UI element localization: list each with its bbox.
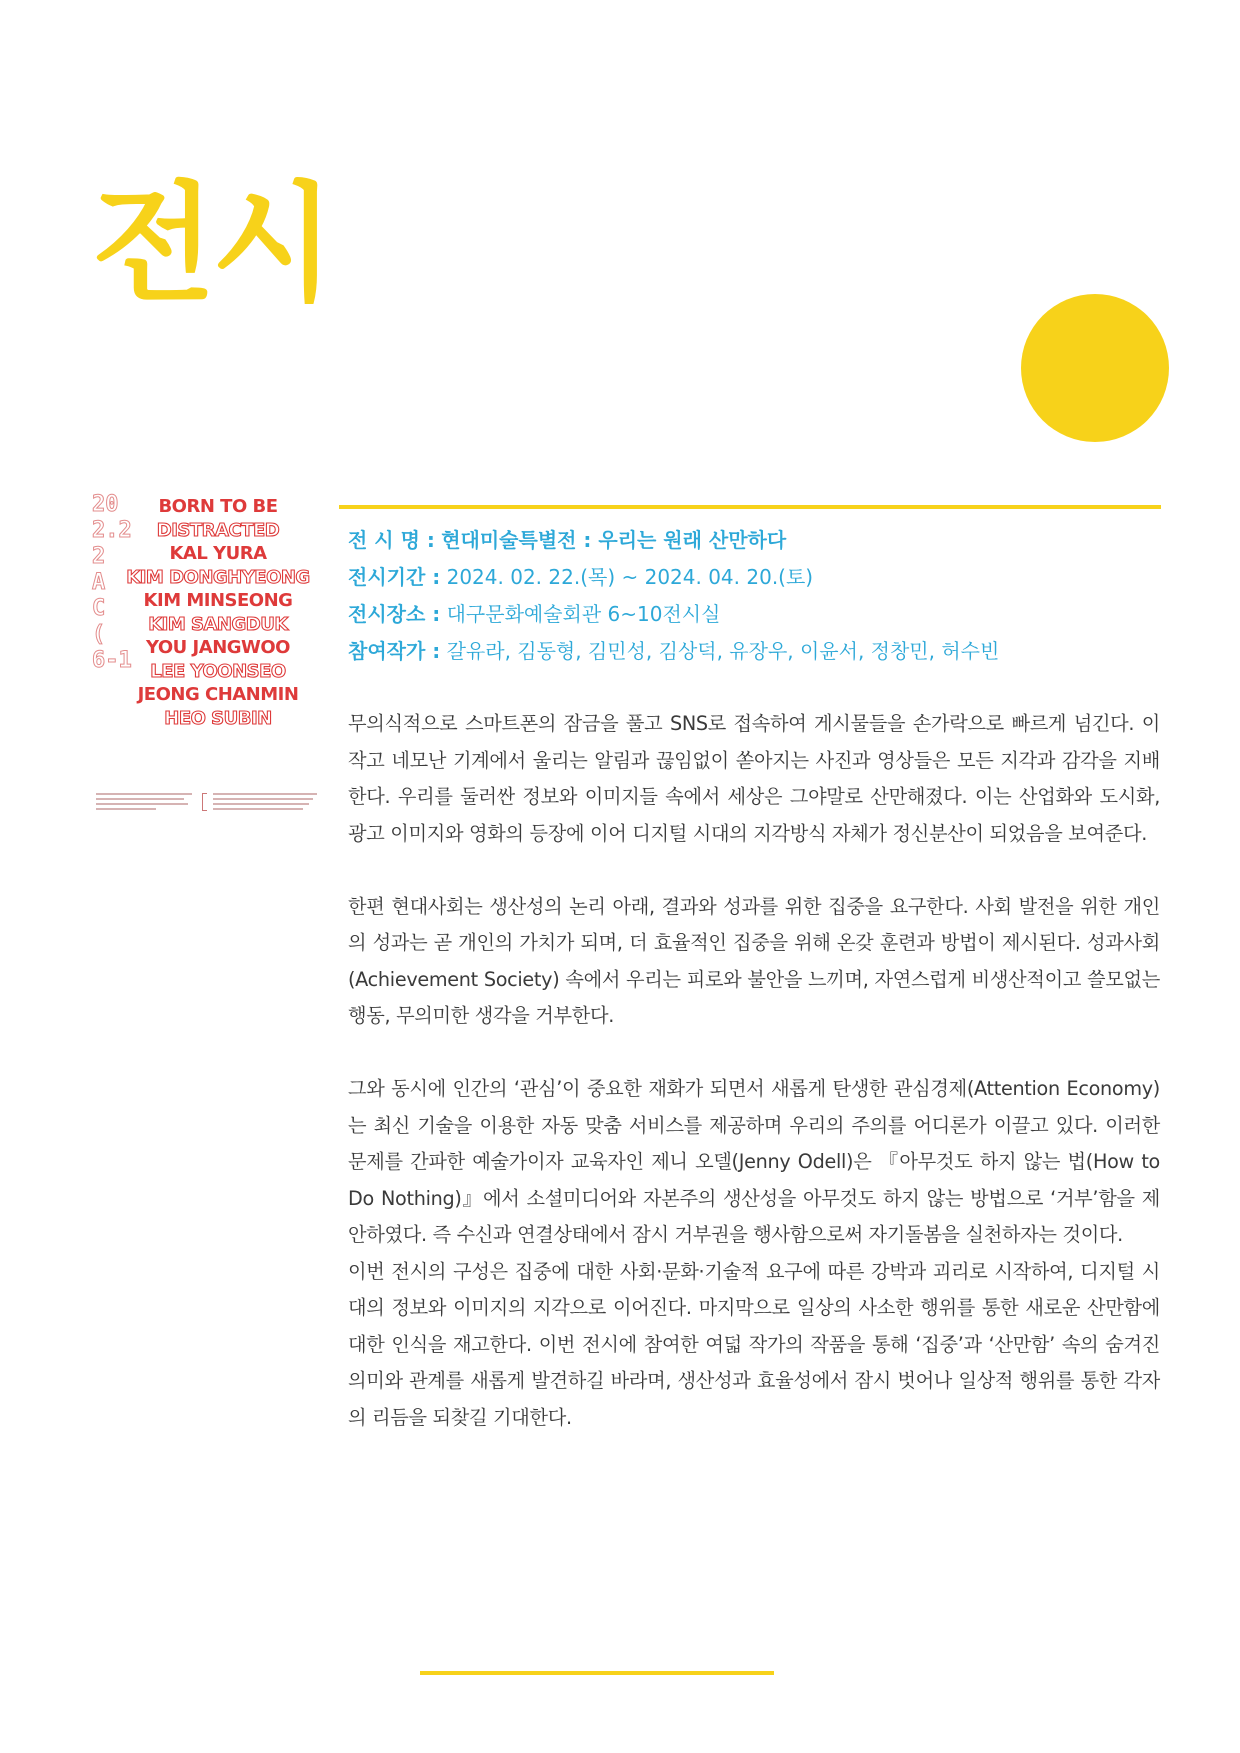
poster-year-glyph: 2.2 xyxy=(92,518,132,543)
poster-name-line: DISTRACTED xyxy=(156,519,280,541)
info-row-artists xyxy=(348,633,1168,670)
poster-names xyxy=(112,495,324,730)
poster-name-line: KIM SANGDUK xyxy=(148,613,288,635)
poster-year-glyph: C xyxy=(92,596,106,621)
info-value-period: 2024. 02. 22.(목) ~ 2024. 04. 20.(토) xyxy=(446,565,814,589)
poster-name-line: YOU JANGWOO xyxy=(145,637,290,658)
exhibition-description xyxy=(348,706,1160,1436)
body-paragraph: 한편 현대사회는 생산성의 논리 아래, 결과와 성과를 위한 집중을 요구한다. 사회 발전을 위한 개인의 성과는 곧 개인의 가치가 되며, 더 효율적인 집중을 위해 온갖 훈련과 방법이 제시된다. 성과사회(Achievement Society) 속에서 우리는 피로와 불안을 느끼며, 자연스럽게 비생산적이고 쓸모없는 행동, 무의미한 생각을 거부한다. xyxy=(348,894,1160,1027)
info-label-venue: 전시장소 : xyxy=(348,602,441,626)
info-label-title: 전 시 명 : xyxy=(348,528,435,552)
decorative-yellow-circle xyxy=(1021,294,1169,442)
poster-name-line: LEE YOONSEO xyxy=(150,660,286,682)
poster-year-glyph: 20 xyxy=(92,492,119,517)
body-paragraph: 이번 전시의 구성은 집중에 대한 사회·문화·기술적 요구에 따른 강박과 괴리로 시작하여, 디지털 시대의 정보와 이미지의 지각으로 이어진다. 마지막으로 일상의 사소한 행위를 통한 새로운 산만함에 대한 인식을 재고한다. 이번 전시에 참여한 여덟 작가의 작품을 통해 ‘집중’과 ‘산만함’ 속의 숨겨진 의미와 관계를 새롭게 발견하길 바라며, 생산성과 효율성에서 잠시 벗어나 일상적 행위를 통한 각자의 리듬을 되찾길 기대한다. xyxy=(348,1259,1160,1429)
poster-name-line: KAL YURA xyxy=(169,543,267,564)
poster-year-glyph: 6-1 xyxy=(92,648,132,673)
poster-year-glyph: 2 xyxy=(92,544,106,569)
poster-caption-bracket xyxy=(202,793,207,811)
poster-year-glyph: A xyxy=(92,570,106,595)
exhibition-poster xyxy=(92,492,324,729)
poster-name-line: BORN TO BE xyxy=(158,496,278,517)
info-value-title: 현대미술특별전 : 우리는 원래 산만하다 xyxy=(441,528,787,552)
info-label-artists: 참여작가 : xyxy=(348,639,441,663)
info-value-venue: 대구문화예술회관 6~10전시실 xyxy=(446,602,721,626)
info-label-period: 전시기간 : xyxy=(348,565,441,589)
poster-year-glyph: ( xyxy=(92,622,106,647)
info-row-title xyxy=(348,522,1168,559)
body-paragraph: 그와 동시에 인간의 ‘관심’이 중요한 재화가 되면서 새롭게 탄생한 관심경제(Attention Economy)는 최신 기술을 이용한 자동 맞춤 서비스를 제공하며 우리의 주의를 어디론가 이끌고 있다. 이러한 문제를 간파한 예술가이자 교육자인 제니 오델(Jenny Odell)은 『아무것도 하지 않는 법(How to Do Nothing)』에서 소셜미디어와 자본주의 생산성을 아무것도 하지 않는 방법으로 ‘거부’함을 제안하였다. 즉 수신과 연결상태에서 잠시 거부권을 행사함으로써 자기돌봄을 실천하자는 것이다. xyxy=(348,1077,1160,1246)
bottom-divider xyxy=(420,1671,774,1675)
page-title: 전시 xyxy=(92,170,332,319)
poster-name-line: KIM DONGHYEONG xyxy=(126,566,310,588)
poster-name-line: HEO SUBIN xyxy=(164,707,272,729)
exhibition-info xyxy=(348,522,1168,670)
poster-name-line: KIM MINSEONG xyxy=(143,590,293,611)
poster-caption-lines xyxy=(96,793,324,827)
info-value-artists: 갈유라, 김동형, 김민성, 김상덕, 유장우, 이윤서, 정창민, 허수빈 xyxy=(446,639,1000,663)
body-paragraph: 무의식적으로 스마트폰의 잠금을 풀고 SNS로 접속하여 게시물들을 손가락으로 빠르게 넘긴다. 이 작고 네모난 기계에서 울리는 알림과 끊임없이 쏟아지는 사진과 영상들은 모든 지각과 감각을 지배한다. 우리를 둘러싼 정보와 이미지들 속에서 세상은 그야말로 산만해졌다. 이는 산업화와 도시화, 광고 이미지와 영화의 등장에 이어 디지털 시대의 지각방식 자체가 정신분산이 되었음을 보여준다. xyxy=(348,712,1160,845)
info-row-period xyxy=(348,559,1168,596)
info-row-venue xyxy=(348,596,1168,633)
poster-name-line: JEONG CHANMIN xyxy=(137,684,299,705)
top-divider xyxy=(339,505,1161,509)
